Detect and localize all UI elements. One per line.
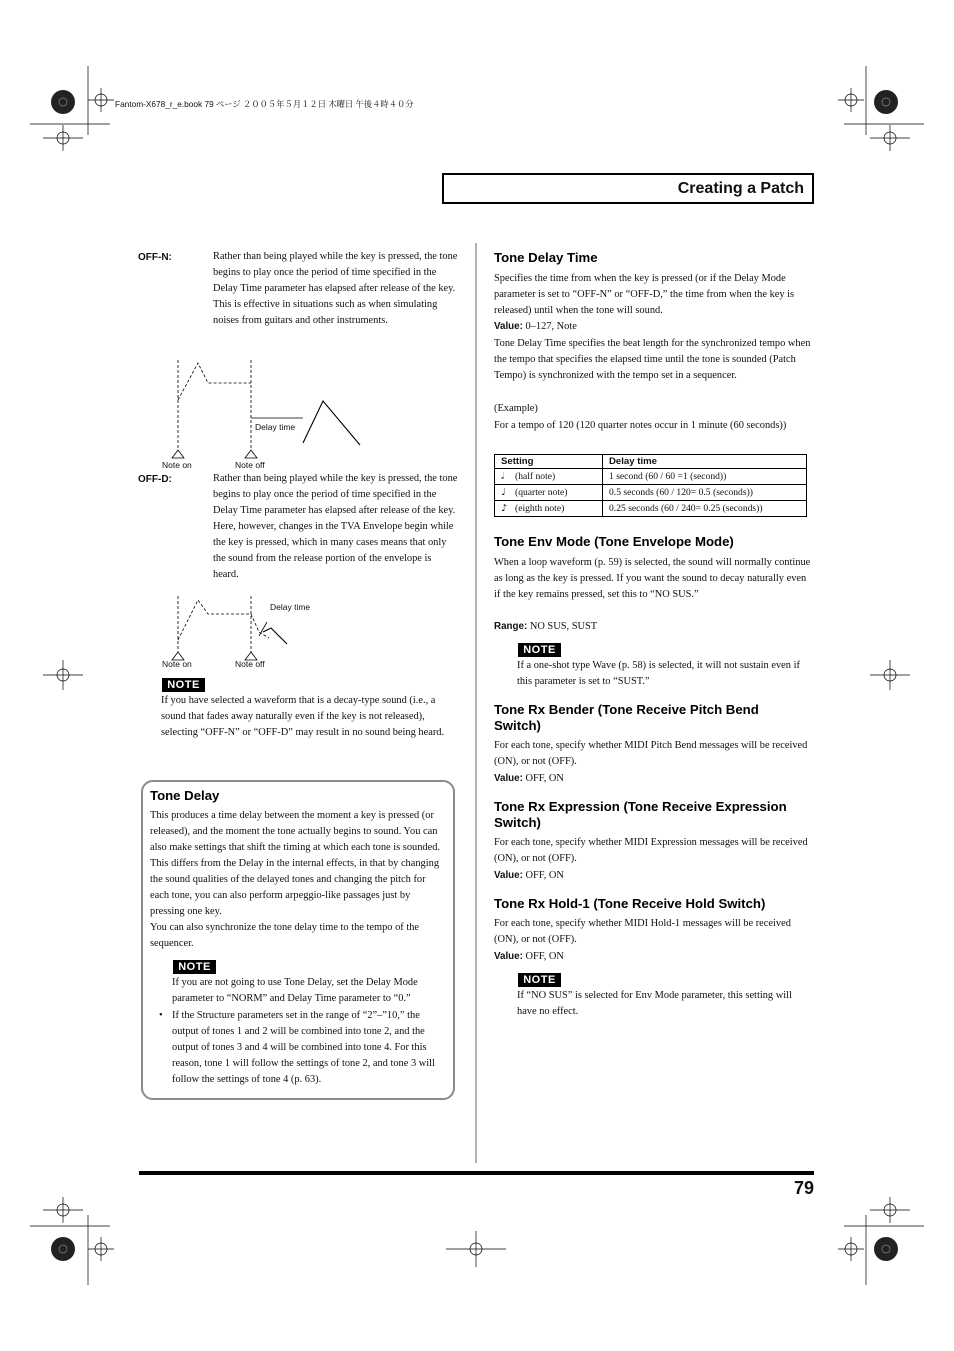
diagram2-delay-time: Delay time <box>270 602 311 612</box>
table-cell: (half note) <box>515 471 556 482</box>
print-header: Fantom-X678_r_e.book 79 ページ ２００５年５月１２日 木曜日 午後４時４０分 <box>115 99 414 109</box>
diagram1-note-on: Note on <box>162 460 192 470</box>
rx-hold-note: If “NO SUS” is selected for Env Mode parameter, this setting will have no effect. <box>517 990 792 1017</box>
rx-bender-value <box>494 771 564 787</box>
tone-env-mode-range <box>494 619 597 635</box>
table-header: Delay time <box>603 455 807 469</box>
rx-hold-title: Tone Rx Hold-1 (Tone Receive Hold Switch) <box>494 896 766 911</box>
rx-bender-text: For each tone, specify whether MIDI Pitch Bend messages will be received (ON), or not (OFF). <box>494 740 808 767</box>
tone-delay-time-p2: Tone Delay Time specifies the beat length for the synchronized tempo when the tempo that specifies the elapsed time until the tone is sounded (Patch Tempo) is synchronized with the tempo set in a sequencer. <box>494 338 811 381</box>
table-cell: 0.25 seconds (60 / 240= 0.25 (seconds)) <box>603 501 807 517</box>
tone-delay-time-title: Tone Delay Time <box>494 250 598 265</box>
rx-expression-text: For each tone, specify whether MIDI Expression messages will be received (ON), or not (OFF). <box>494 837 808 864</box>
table-cell: (eighth note) <box>515 503 565 514</box>
quarter-note-icon: ♩ <box>501 487 506 498</box>
range-label: Range: <box>494 621 528 632</box>
tone-delay-time-p1: Specifies the time from when the key is pressed (or if the Delay Mode parameter is set to “OFF-N” or “OFF-D,” the time from when the key is released) until when the tone will sound. <box>494 273 795 316</box>
value-label: Value: <box>494 951 523 962</box>
table-header: Setting <box>495 455 603 469</box>
value-text: 0–127, Note <box>525 321 577 332</box>
tone-delay-text: This produces a time delay between the moment a key is pressed (or released), and the moment the tone actually begins to sound. You can also make settings that shift the timing at which each tone is sounded. This differs from the Delay in the internal effects, in that by changing the sound qualities of the delayed tones and changing the pitch for each tone, you can also perform arpeggio-like passages just by pressing one key. <box>150 810 441 917</box>
tone-delay-time-example: (Example) <box>494 403 538 414</box>
value-text: OFF, ON <box>525 870 564 881</box>
value-label: Value: <box>494 773 523 784</box>
tone-delay-time-p3: For a tempo of 120 (120 quarter notes occur in 1 minute (60 seconds)) <box>494 420 787 431</box>
tone-delay-text2: You can also synchronize the tone delay time to the tempo of the sequencer. <box>150 922 420 949</box>
table-header-row <box>495 455 807 469</box>
value-text: OFF, ON <box>525 951 564 962</box>
diagram1-note-off: Note off <box>235 460 265 470</box>
range-text: NO SUS, SUST <box>529 621 598 632</box>
note-badge: NOTE <box>162 678 205 692</box>
note1-text: If you have selected a waveform that is a decay-type sound (i.e., a sound that fades away naturally even if the key is not released), selecting “OFF-N” or “OFF-D” may result in no sound being heard. <box>161 695 445 738</box>
section-title: Creating a Patch <box>677 180 804 197</box>
tone-env-mode-text: When a loop waveform (p. 59) is selected, the sound will normally continue as long as the key is pressed. If you want the sound to decay naturally even if the key remains pressed, set this to “NO SUS.” <box>494 557 811 600</box>
rx-bender-title: Tone Rx Bender (Tone Receive Pitch Bend Switch) <box>494 702 759 733</box>
page-number: 79 <box>793 1178 814 1198</box>
tone-delay-time-value <box>494 319 577 335</box>
rx-hold-text: For each tone, specify whether MIDI Hold-1 messages will be received (ON), or not (OFF). <box>494 918 791 945</box>
off-d-text: Rather than being played while the key is pressed, the tone begins to play once the period of time specified in the Delay Time parameter has elapsed after release of the key. Here, however, changes in the TVA Envelope begin while the key is pressed, which in many cases means that only the sound from the release portion of the envelope is heard. <box>213 473 458 580</box>
note-badge: NOTE <box>518 643 561 657</box>
off-d-label: OFF-D: <box>138 474 172 485</box>
note-badge: NOTE <box>518 973 561 987</box>
table-row <box>495 469 807 485</box>
note-badge: NOTE <box>173 960 216 974</box>
diagram2-note-on: Note on <box>162 659 192 669</box>
delay-time-table <box>494 454 807 517</box>
value-label: Value: <box>494 321 523 332</box>
table-row <box>495 485 807 501</box>
rx-expression-title: Tone Rx Expression (Tone Receive Expression Switch) <box>494 799 787 830</box>
bullet-dot: • <box>159 1010 163 1021</box>
value-label: Value: <box>494 870 523 881</box>
table-cell: (quarter note) <box>515 487 568 498</box>
off-n-text: Rather than being played while the key is pressed, the tone begins to play once the period of time specified in the Delay Time parameter has elapsed after release of the key. This is effective in situations such as when simulating noises from guitars and other instruments. <box>213 251 458 326</box>
table-row <box>495 501 807 517</box>
off-n-diagram <box>155 355 385 475</box>
tone-delay-title: Tone Delay <box>150 788 220 803</box>
diagram2-note-off: Note off <box>235 659 265 669</box>
tone-delay-note: If you are not going to use Tone Delay, set the Delay Mode parameter to “NORM” and Delay Time parameter to “0.” <box>172 977 418 1004</box>
table-cell: 0.5 seconds (60 / 120= 0.5 (seconds)) <box>603 485 807 501</box>
tone-delay-bullet: If the Structure parameters set in the range of “2”–”10,” the output of tones 1 and 2 will be combined into tone 2, and the output of tones 3 and 4 will be combined into tone 4. For this reason, tone 1 will follow the settings of tone 2, and tone 3 will follow the settings of tone 4 (p. 63). <box>172 1010 435 1085</box>
half-note-icon: 𝅗𝅥 <box>501 471 505 482</box>
rx-expression-value <box>494 868 564 884</box>
tone-env-mode-title: Tone Env Mode (Tone Envelope Mode) <box>494 534 734 549</box>
value-text: OFF, ON <box>525 773 564 784</box>
tone-env-mode-note: If a one-shot type Wave (p. 58) is selected, it will not sustain even if this parameter is set to “SUST.” <box>517 660 800 687</box>
diagram1-delay-time: Delay time <box>255 422 296 432</box>
eighth-note-icon: ♪ <box>501 503 508 514</box>
rx-hold-value <box>494 949 564 965</box>
section-header <box>442 173 814 204</box>
off-n-label: OFF-N: <box>138 252 172 263</box>
table-cell: 1 second (60 / 60 =1 (second)) <box>603 469 807 485</box>
